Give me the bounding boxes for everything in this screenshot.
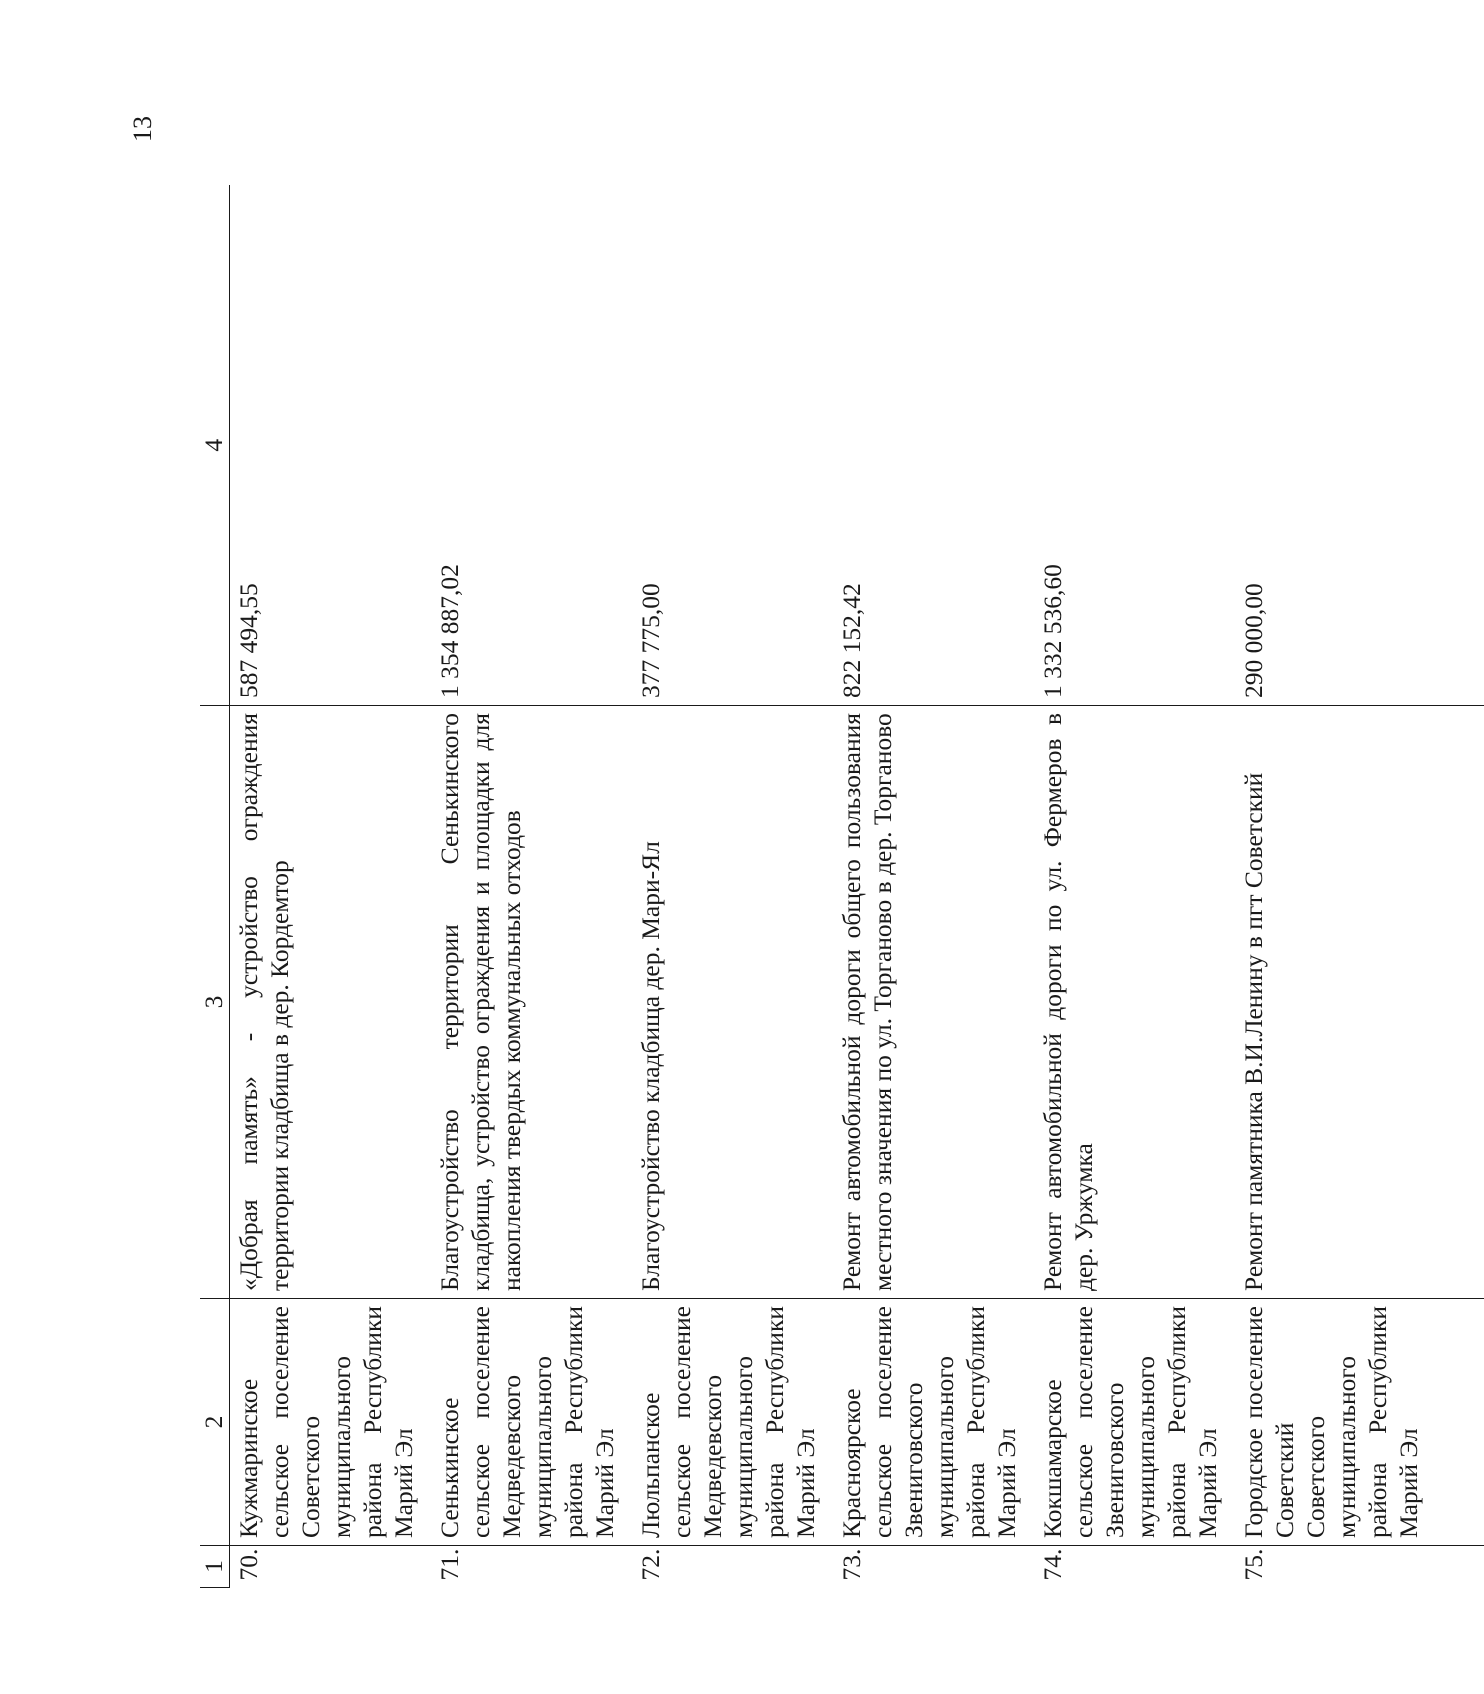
- header-col-3: 3: [200, 706, 230, 1299]
- municipality-cell: Кужмаринское сельское поселение Советского муниципального района Республики Марий Эл: [230, 1299, 432, 1546]
- table-row: [230, 186, 432, 1588]
- project-cell: Благоустройство территории Сенькинского кладбища, устройство ограждения и площадки для накопления твердых коммунальных отходов: [431, 706, 632, 1299]
- row-number: 70.: [234, 1548, 263, 1581]
- table-row: [833, 186, 1034, 1588]
- table-row: [1235, 186, 1484, 1588]
- row-number: 75.: [1239, 1548, 1268, 1581]
- project-cell: Ремонт автомобильной дороги по ул. Фермеров в дер. Уржумка: [1034, 706, 1235, 1299]
- project-cell: Ремонт автомобильной дороги общего пользования местного значения по ул. Торганово в дер. Торганово: [833, 706, 1034, 1299]
- project-cell: Благоустройство кладбища дер. Мари-Ял: [632, 706, 833, 1299]
- amount-cell: 822 152,42: [833, 186, 1034, 706]
- row-number: 71.: [435, 1548, 464, 1581]
- municipality-cell: Люльпанское сельское поселение Медведевского муниципального района Республики Марий Эл: [632, 1299, 833, 1546]
- amount-cell: 290 000,00: [1235, 186, 1484, 706]
- project-cell: «Добрая память» - устройство ограждения территории кладбища в дер. Кордемтор: [230, 706, 432, 1299]
- table-row: [1034, 186, 1235, 1588]
- row-number: 74.: [1038, 1548, 1067, 1581]
- amount-cell: 1 332 536,60: [1034, 186, 1235, 706]
- page-number: 13: [128, 116, 157, 142]
- data-table: [200, 186, 1484, 1589]
- header-col-2: 2: [200, 1299, 230, 1546]
- amount-cell: 587 494,55: [230, 186, 432, 706]
- municipality-cell: Сенькинское сельское поселение Медведевского муниципального района Республики Марий Эл: [431, 1299, 632, 1546]
- municipality-cell: Кокшамарское сельское поселение Звениговского муниципального района Республики Марий Эл: [1034, 1299, 1235, 1546]
- amount-cell: 377 775,00: [632, 186, 833, 706]
- municipality-cell: Городское поселение Советский Советского муниципального района Республики Марий Эл: [1235, 1299, 1484, 1546]
- row-number: 73.: [837, 1548, 866, 1581]
- amount-cell: 1 354 887,02: [431, 186, 632, 706]
- table-row: [431, 186, 632, 1588]
- row-number: 72.: [636, 1548, 665, 1581]
- header-col-1: 1: [200, 1546, 230, 1588]
- table-header-row: [200, 186, 230, 1588]
- project-cell: Ремонт памятника В.И.Ленину в пгт Советский: [1235, 706, 1484, 1299]
- municipality-cell: Красноярское сельское поселение Звениговского муниципального района Республики Марий Эл: [833, 1299, 1034, 1546]
- table-row: [632, 186, 833, 1588]
- header-col-4: 4: [200, 186, 230, 706]
